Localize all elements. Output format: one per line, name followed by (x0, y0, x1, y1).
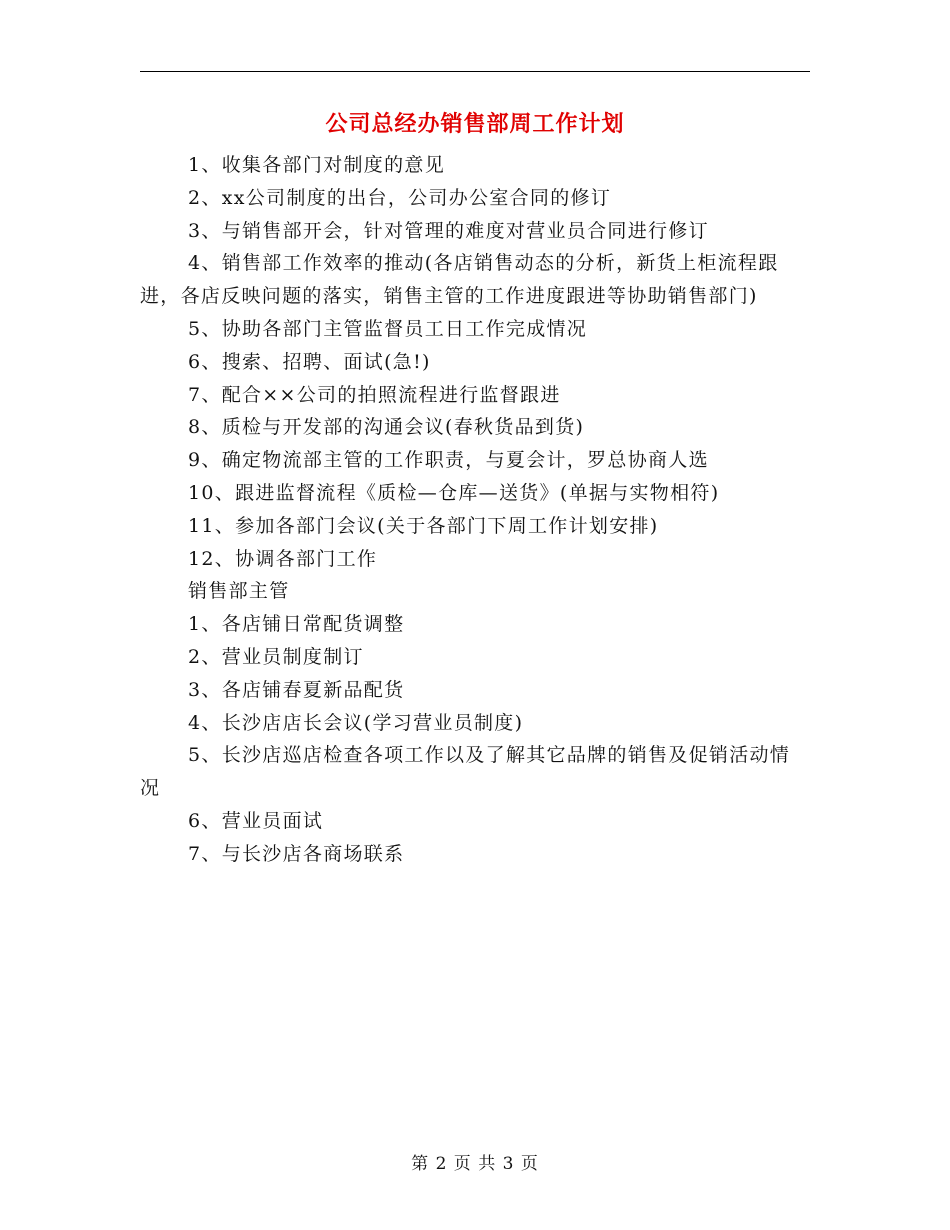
paragraph: 12、协调各部门工作 (188, 547, 378, 570)
paragraph: 1、收集各部门对制度的意见 (188, 154, 445, 176)
page-footer (0, 1152, 950, 1176)
paragraph: 5、协助各部门主管监督员工日工作完成情况 (188, 317, 588, 340)
section-heading: 销售部主管 (188, 580, 290, 603)
paragraph: 2、xx公司制度的出台，公司办公室合同的修订 (188, 186, 612, 209)
paragraph: 6、营业员面试 (188, 809, 324, 832)
paragraph: 2、营业员制度制订 (188, 645, 364, 668)
paragraph: 3、与销售部开会，针对管理的难度对营业员合同进行修订 (188, 219, 709, 242)
paragraph: 11、参加各部门会议(关于各部门下周工作计划安排) (188, 514, 659, 537)
paragraph: 9、确定物流部主管的工作职责，与夏会计，罗总协商人选 (188, 449, 709, 472)
paragraph: 1、各店铺日常配货调整 (188, 613, 405, 636)
header-rule (140, 71, 810, 72)
document-body (140, 149, 810, 871)
paragraph: 7、配合××公司的拍照流程进行监督跟进 (188, 383, 561, 406)
page-number: 第 2 页 共 3 页 (411, 1154, 539, 1174)
paragraph: 6、搜索、招聘、面试(急!) (188, 350, 431, 373)
paragraph: 4、销售部工作效率的推动(各店销售动态的分析，新货上柜流程跟进，各店反映问题的落实，销售主管的工作进度跟进等协助销售部门) (140, 252, 779, 308)
paragraph: 3、各店铺春夏新品配货 (188, 678, 405, 701)
paragraph: 4、长沙店店长会议(学习营业员制度) (188, 711, 524, 734)
paragraph: 10、跟进监督流程《质检—仓库—送货》(单据与实物相符) (188, 481, 720, 504)
paragraph: 8、质检与开发部的沟通会议(春秋货品到货) (188, 416, 585, 439)
paragraph: 5、长沙店巡店检查各项工作以及了解其它品牌的销售及促销活动情况 (140, 744, 791, 800)
document-title: 公司总经办销售部周工作计划 (325, 112, 625, 137)
paragraph: 7、与长沙店各商场联系 (188, 842, 405, 865)
